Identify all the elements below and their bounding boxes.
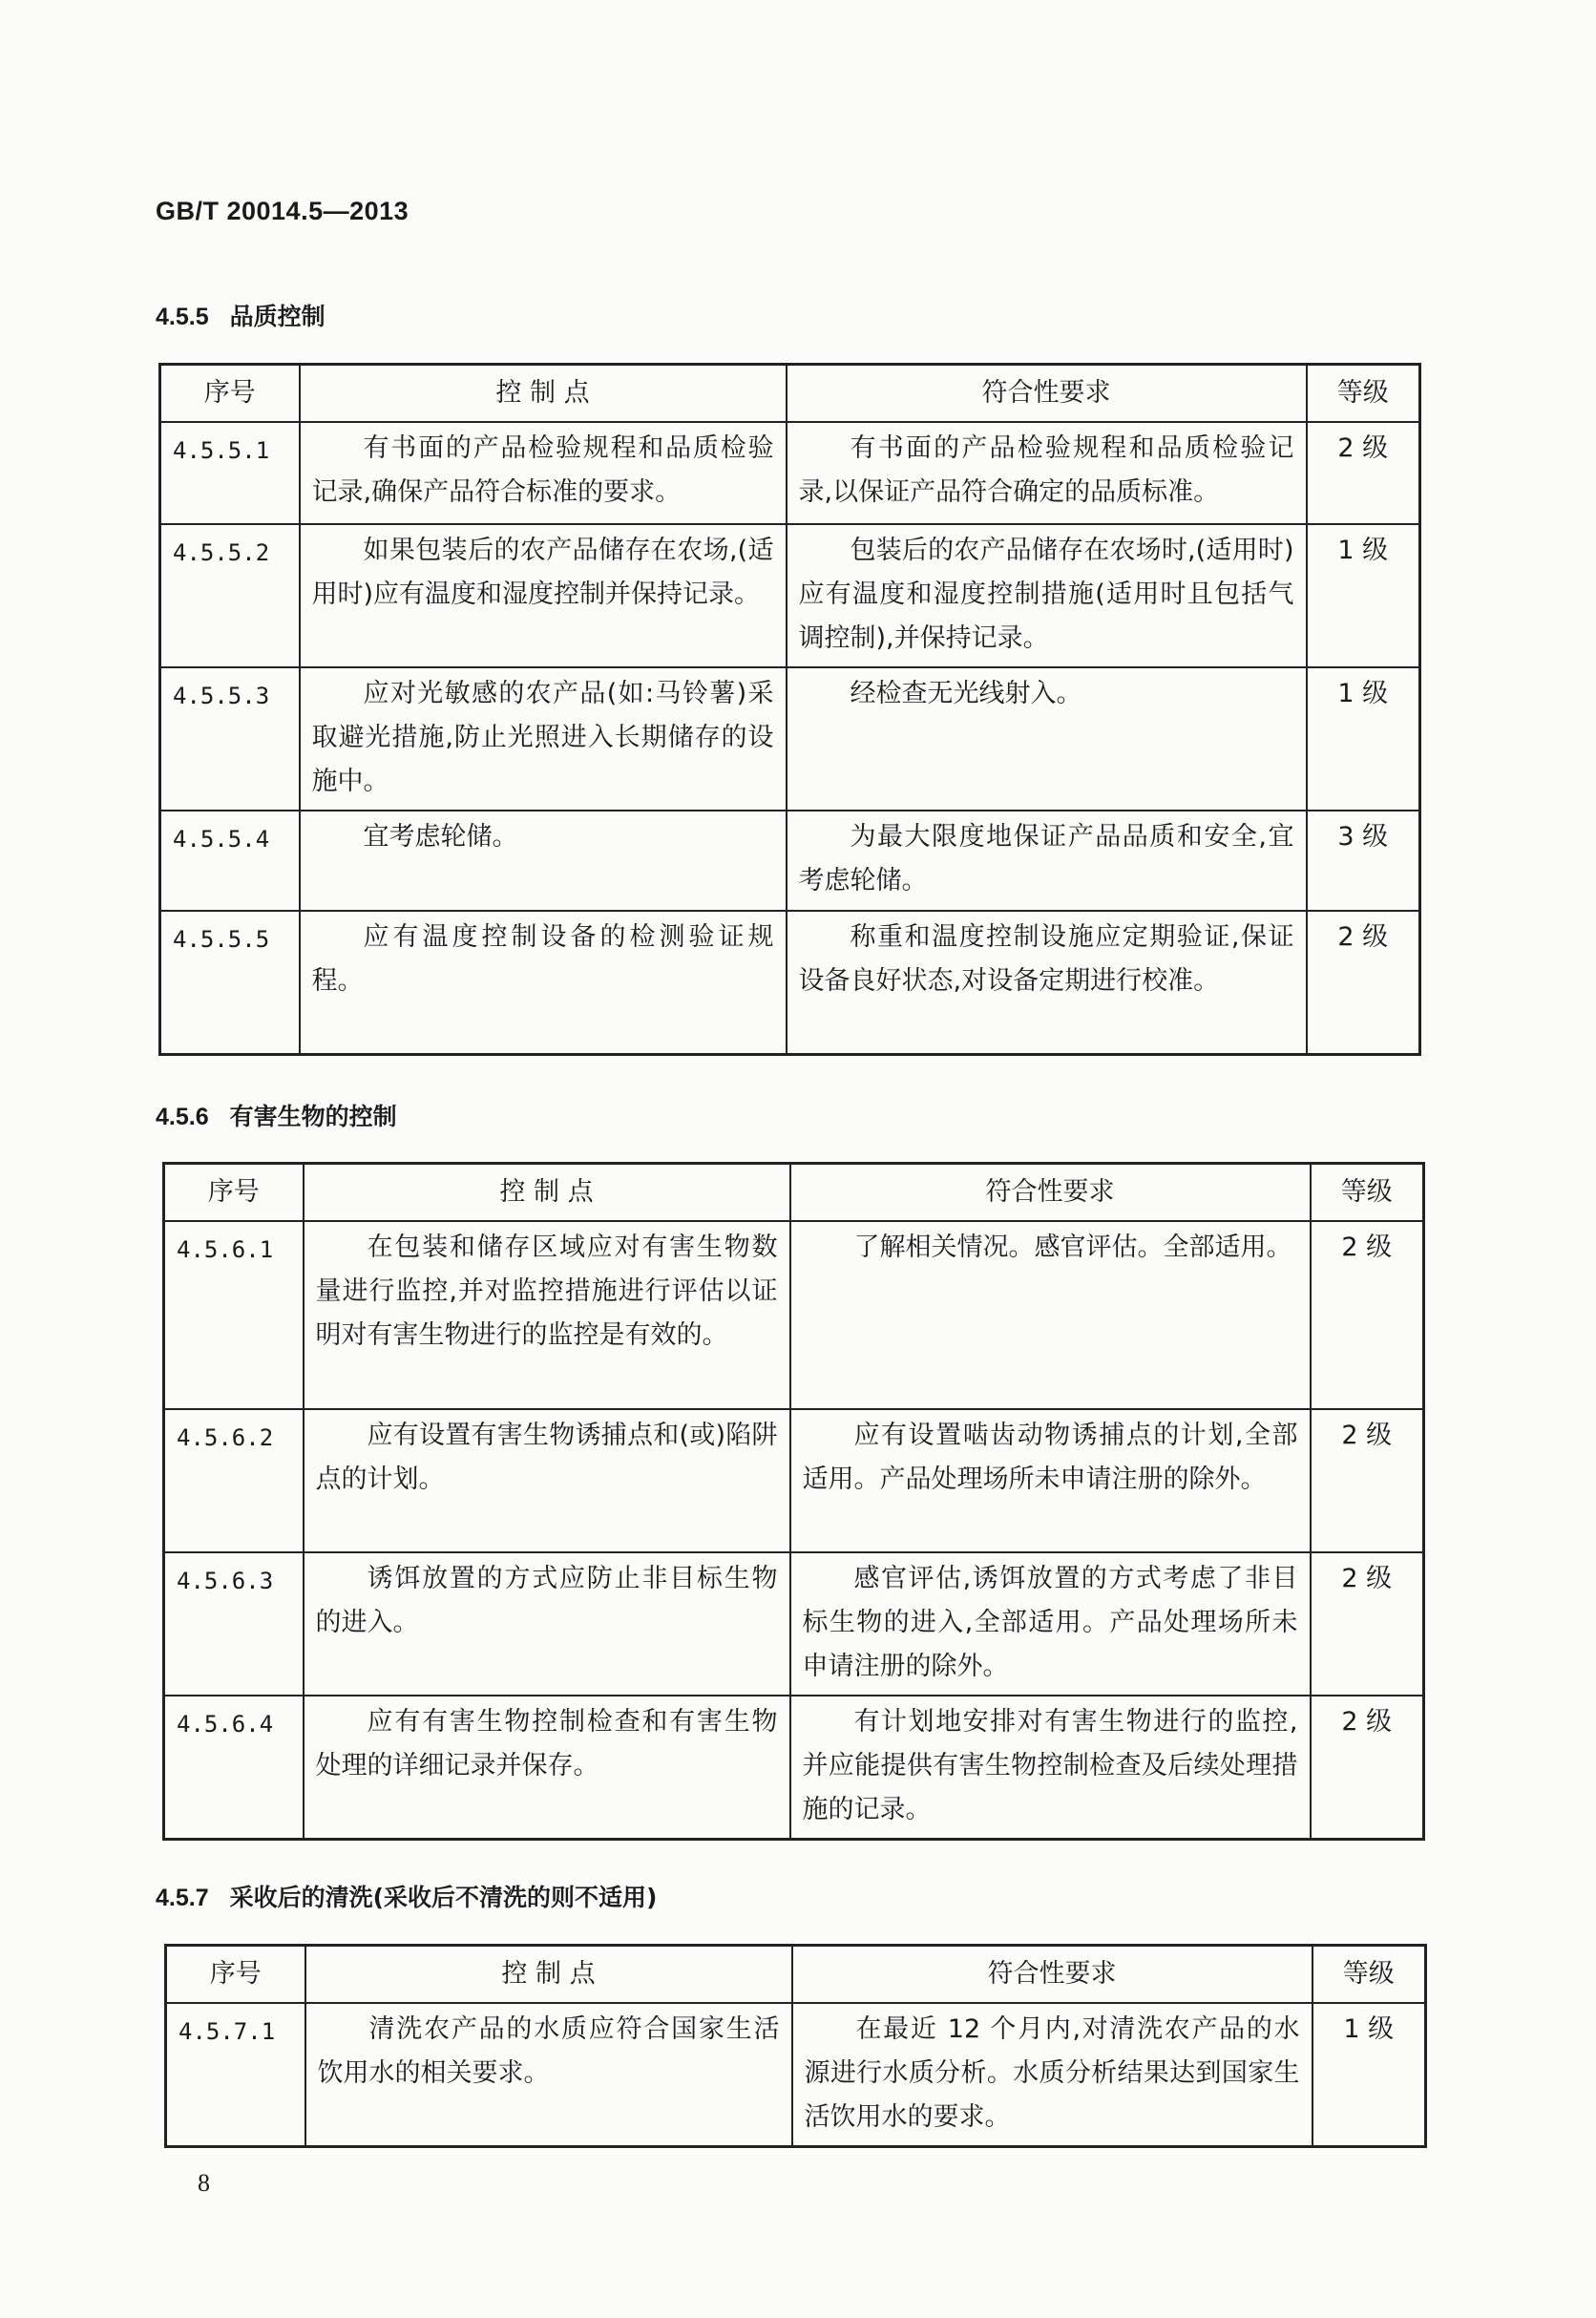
table-row	[160, 667, 1420, 811]
header-control-point: 控 制 点	[304, 1164, 790, 1222]
header-control-point: 控 制 点	[305, 1946, 792, 2004]
row-requirement: 在最近 12 个月内,对清洗农产品的水源进行水质分析。水质分析结果达到国家生活饮用水的要求。	[792, 2003, 1312, 2147]
table-row	[166, 2003, 1426, 2147]
row-grade: 2 级	[1307, 911, 1420, 1054]
row-id: 4.5.5.5	[160, 911, 300, 1054]
row-control-point: 应有有害生物控制检查和有害生物处理的详细记录并保存。	[304, 1696, 790, 1840]
row-requirement: 有计划地安排对有害生物进行的监控,并应能提供有害生物控制检查及后续处理措施的记录。	[790, 1696, 1311, 1840]
row-requirement: 应有设置啮齿动物诱捕点的计划,全部适用。产品处理场所未申请注册的除外。	[790, 1409, 1311, 1552]
row-id: 4.5.6.3	[164, 1552, 304, 1696]
table-row	[164, 1552, 1424, 1696]
table-row	[164, 1696, 1424, 1840]
section-title: 有害生物的控制	[229, 1103, 397, 1130]
section-number: 4.5.5	[156, 304, 209, 330]
row-control-point: 应有温度控制设备的检测验证规程。	[300, 911, 787, 1054]
spec-table	[158, 363, 1421, 1056]
row-requirement: 称重和温度控制设施应定期验证,保证设备良好状态,对设备定期进行校准。	[787, 911, 1307, 1054]
row-grade: 3 级	[1307, 811, 1420, 911]
header-control-point: 控 制 点	[300, 365, 787, 423]
row-control-point: 在包装和储存区域应对有害生物数量进行监控,并对监控措施进行评估以证明对有害生物进行的监控是有效的。	[304, 1221, 790, 1409]
header-requirement: 符合性要求	[792, 1946, 1312, 2004]
table-row	[160, 811, 1420, 911]
row-control-point: 有书面的产品检验规程和品质检验记录,确保产品符合标准的要求。	[300, 422, 787, 524]
row-id: 4.5.6.1	[164, 1221, 304, 1409]
table-row	[164, 1221, 1424, 1409]
section-heading	[156, 298, 326, 332]
row-control-point: 诱饵放置的方式应防止非目标生物的进入。	[304, 1552, 790, 1696]
row-grade: 2 级	[1311, 1221, 1424, 1409]
row-id: 4.5.5.1	[160, 422, 300, 524]
row-grade: 2 级	[1311, 1409, 1424, 1552]
section-title: 品质控制	[229, 303, 326, 330]
header-requirement: 符合性要求	[790, 1164, 1311, 1222]
row-id: 4.5.5.4	[160, 811, 300, 911]
table-header-row	[166, 1946, 1426, 2004]
row-requirement: 经检查无光线射入。	[787, 667, 1307, 811]
header-grade: 等级	[1312, 1946, 1426, 2004]
row-control-point: 应有设置有害生物诱捕点和(或)陷阱点的计划。	[304, 1409, 790, 1552]
row-control-point: 清洗农产品的水质应符合国家生活饮用水的相关要求。	[305, 2003, 792, 2147]
row-grade: 1 级	[1307, 524, 1420, 667]
row-control-point: 如果包装后的农产品储存在农场,(适用时)应有温度和湿度控制并保持记录。	[300, 524, 787, 667]
header-seq: 序号	[166, 1946, 305, 2004]
page-number: 8	[198, 2169, 210, 2197]
row-id: 4.5.5.2	[160, 524, 300, 667]
row-id: 4.5.6.2	[164, 1409, 304, 1552]
row-requirement: 包装后的农产品储存在农场时,(适用时)应有温度和湿度控制措施(适用时且包括气调控制),并保持记录。	[787, 524, 1307, 667]
table-row	[160, 524, 1420, 667]
header-requirement: 符合性要求	[787, 365, 1307, 423]
section-number: 4.5.6	[156, 1104, 209, 1130]
header-grade: 等级	[1307, 365, 1420, 423]
header-seq: 序号	[164, 1164, 304, 1222]
row-grade: 2 级	[1311, 1696, 1424, 1840]
row-requirement: 感官评估,诱饵放置的方式考虑了非目标生物的进入,全部适用。产品处理场所未申请注册的除外。	[790, 1552, 1311, 1696]
table-row	[160, 422, 1420, 524]
row-grade: 2 级	[1311, 1552, 1424, 1696]
header-grade: 等级	[1311, 1164, 1424, 1222]
row-control-point: 宜考虑轮储。	[300, 811, 787, 911]
row-id: 4.5.6.4	[164, 1696, 304, 1840]
spec-table	[162, 1162, 1425, 1841]
row-id: 4.5.5.3	[160, 667, 300, 811]
section-heading	[156, 1879, 657, 1913]
table-header-row	[164, 1164, 1424, 1222]
section-heading	[156, 1098, 397, 1132]
spec-table	[164, 1944, 1427, 2148]
section-title: 采收后的清洗(采收后不清洗的则不适用)	[229, 1884, 658, 1911]
row-grade: 2 级	[1307, 422, 1420, 524]
row-requirement: 了解相关情况。感官评估。全部适用。	[790, 1221, 1311, 1409]
table-row	[160, 911, 1420, 1054]
row-requirement: 有书面的产品检验规程和品质检验记录,以保证产品符合确定的品质标准。	[787, 422, 1307, 524]
table-header-row	[160, 365, 1420, 423]
standard-code: GB/T 20014.5—2013	[156, 197, 410, 225]
row-requirement: 为最大限度地保证产品品质和安全,宜考虑轮储。	[787, 811, 1307, 911]
row-grade: 1 级	[1307, 667, 1420, 811]
row-id: 4.5.7.1	[166, 2003, 305, 2147]
row-control-point: 应对光敏感的农产品(如:马铃薯)采取避光措施,防止光照进入长期储存的设施中。	[300, 667, 787, 811]
table-row	[164, 1409, 1424, 1552]
row-grade: 1 级	[1312, 2003, 1426, 2147]
section-number: 4.5.7	[156, 1885, 209, 1911]
header-seq: 序号	[160, 365, 300, 423]
